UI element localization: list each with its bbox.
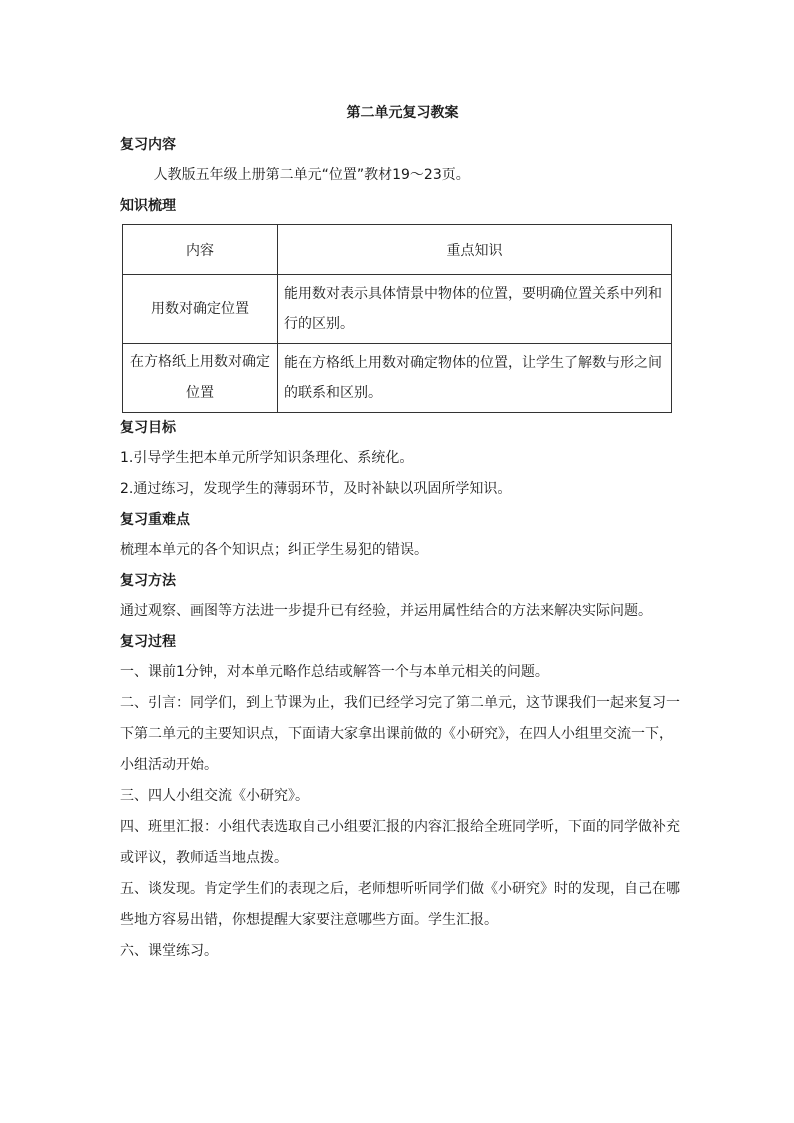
content-text: 人教版五年级上册第二单元“位置”教材19～23页。 <box>153 167 470 183</box>
section-heading-content: 复习内容 <box>120 137 176 153</box>
section-heading-methods: 复习方法 <box>120 573 176 589</box>
table-header-detail: 重点知识 <box>278 225 672 275</box>
goal-item: 2.通过练习，发现学生的薄弱环节，及时补缺以巩固所学知识。 <box>120 481 512 497</box>
process-item: 四、班里汇报：小组代表选取自己小组要汇报的内容汇报给全班同学听，下面的同学做补充或评议，教师适当地点拨。 <box>120 819 680 866</box>
process-item: 六、课堂练习。 <box>120 943 218 959</box>
section-heading-goals: 复习目标 <box>120 420 176 436</box>
process-item: 二、引言：同学们，到上节课为止，我们已经学习完了第二单元，这节课我们一起来复习一下第二单元的主要知识点，下面请大家拿出课前做的《小研究》，在四人小组里交流一下，小组活动开始。 <box>120 695 680 773</box>
table-row <box>123 275 672 344</box>
document-title: 第二单元复习教案 <box>346 105 459 121</box>
table-header-content: 内容 <box>123 225 278 275</box>
table-header-row <box>123 225 672 275</box>
table-cell-detail: 能在方格纸上用数对确定物体的位置，让学生了解数与形之间的联系和区别。 <box>278 344 672 413</box>
table-cell-topic: 在方格纸上用数对确定位置 <box>123 344 278 413</box>
section-heading-process: 复习过程 <box>120 634 176 650</box>
key-points-text: 梳理本单元的各个知识点；纠正学生易犯的错误。 <box>120 542 428 558</box>
document-page <box>120 100 685 967</box>
process-item: 五、谈发现。肯定学生们的表现之后，老师想听听同学们做《小研究》时的发现，自己在哪些地方容易出错，你想提醒大家要注意哪些方面。学生汇报。 <box>120 881 680 928</box>
process-item: 三、四人小组交流《小研究》。 <box>120 788 309 804</box>
section-heading-key-points: 复习重难点 <box>120 512 190 528</box>
process-item: 一、课前1分钟，对本单元略作总结或解答一个与本单元相关的问题。 <box>120 664 549 680</box>
section-heading-knowledge: 知识梳理 <box>120 198 176 214</box>
table-row <box>123 344 672 413</box>
goal-item: 1.引导学生把本单元所学知识条理化、系统化。 <box>120 450 414 466</box>
knowledge-table <box>122 224 672 413</box>
table-cell-detail: 能用数对表示具体情景中物体的位置，要明确位置关系中列和行的区别。 <box>278 275 672 344</box>
table-cell-topic: 用数对确定位置 <box>123 275 278 344</box>
methods-text: 通过观察、画图等方法进一步提升已有经验，并运用属性结合的方法来解决实际问题。 <box>120 603 652 619</box>
